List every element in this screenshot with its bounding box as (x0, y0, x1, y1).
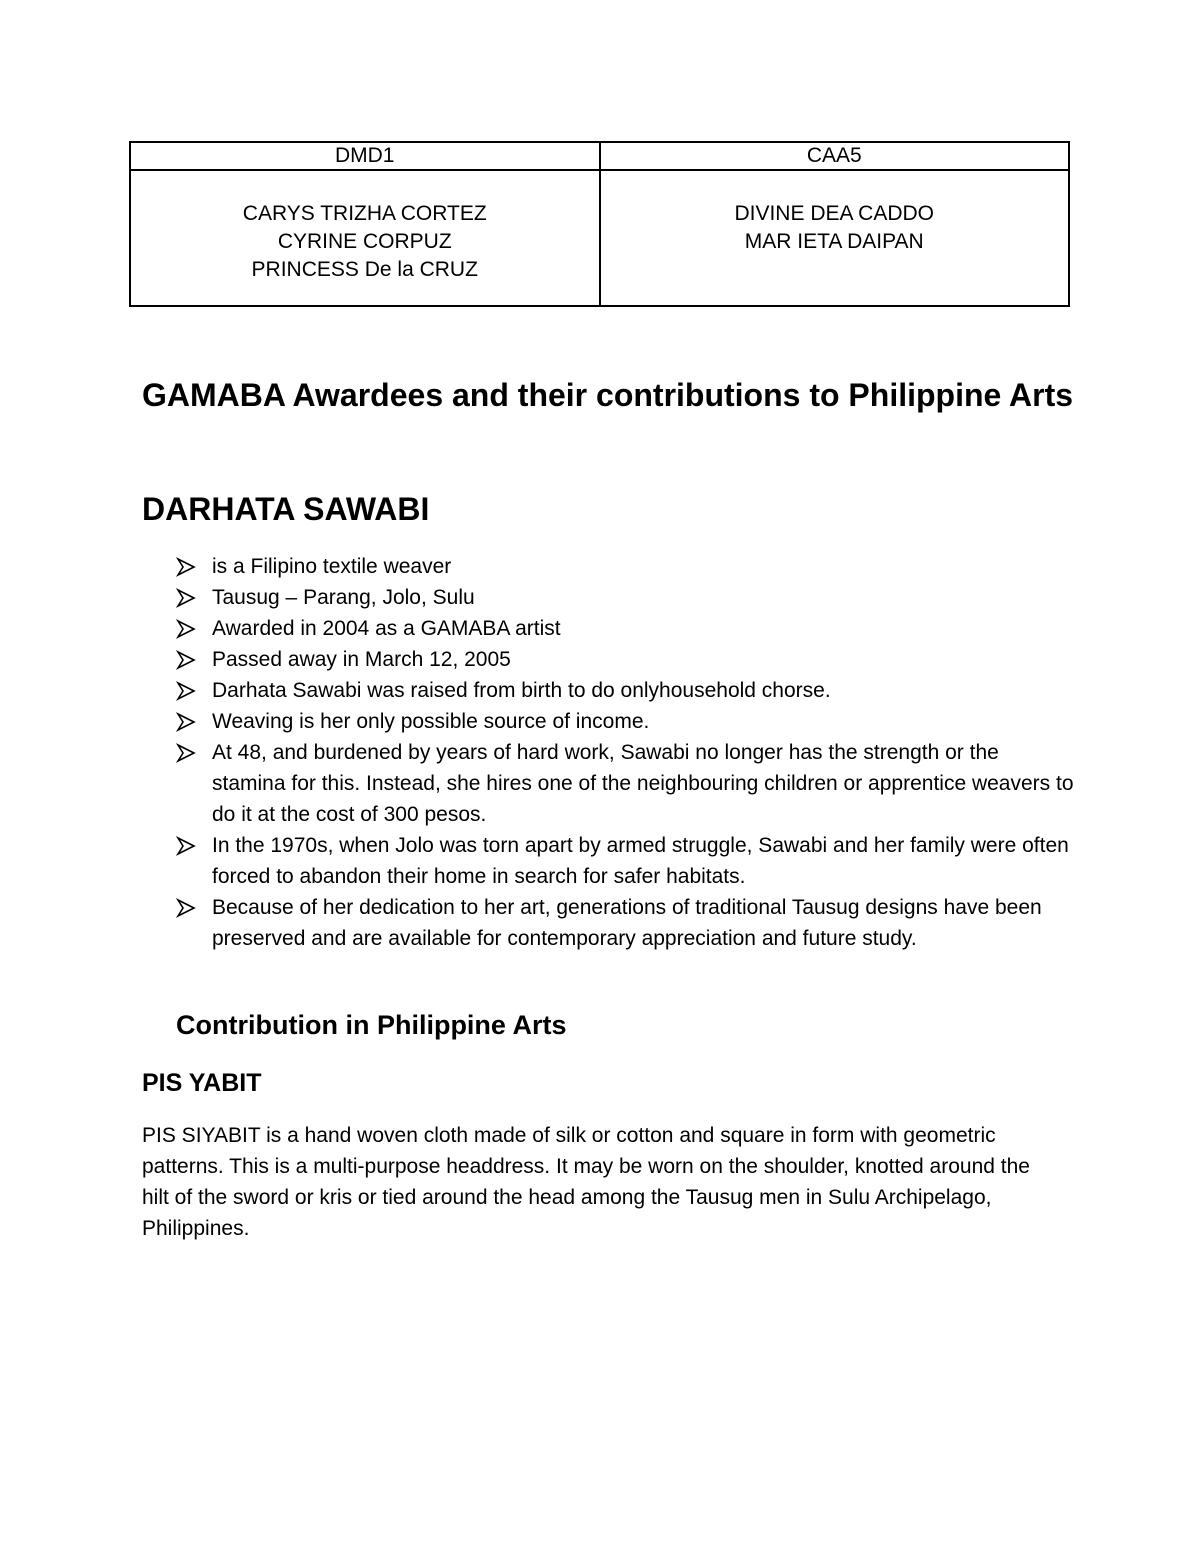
fact-text: Darhata Sawabi was raised from birth to do onlyhousehold chorse. (212, 679, 831, 702)
arrow-bullet-icon (176, 613, 198, 644)
arrow-bullet-icon (176, 644, 198, 675)
document-title: GAMABA Awardees and their contributions to Philippine Arts (142, 377, 1074, 413)
fact-text: At 48, and burdened by years of hard work, Sawabi no longer has the strength or the stamina for this. Instead, she hires one of the neighbouring children or apprentice weavers to do it at the cost of 300 pesos. (212, 741, 1074, 826)
fact-list-item (176, 892, 1076, 954)
member-name: CARYS TRIZHA CORTEZ (242, 202, 487, 225)
arrow-bullet-icon (176, 892, 198, 923)
contribution-item-description: PIS SIYABIT is a hand woven cloth made of silk or cotton and square in form with geometric patterns. This is a multi-purpose headdress. It may be worn on the shoulder, knotted around the hilt of the sword or kris or tied around the head among the Tausug men in Sulu Archipelago, Philippines. (142, 1124, 1030, 1240)
arrow-bullet-icon (176, 737, 198, 768)
arrow-bullet-icon (176, 830, 198, 861)
members-cell-caa5 (600, 170, 1070, 306)
member-name: MAR IETA DAIPAN (744, 230, 924, 253)
contribution-heading: Contribution in Philippine Arts (176, 1010, 567, 1040)
member-name: PRINCESS De la CRUZ (251, 258, 478, 281)
fact-text: Tausug – Parang, Jolo, Sulu (212, 586, 475, 609)
fact-text: In the 1970s, when Jolo was torn apart by armed struggle, Sawabi and her family were often forced to abandon their home in search for safer habitats. (212, 834, 1069, 888)
contribution-item-title: PIS YABIT (142, 1069, 262, 1097)
fact-list-item (176, 737, 1076, 830)
table-members-row (130, 170, 1069, 306)
arrow-bullet-icon (176, 706, 198, 737)
fact-text: is a Filipino textile weaver (212, 555, 452, 578)
fact-text: Passed away in March 12, 2005 (212, 648, 511, 671)
section-header-caa5: CAA5 (600, 142, 1070, 170)
fact-list-item (176, 613, 1076, 644)
fact-list-item (176, 706, 1076, 737)
arrow-bullet-icon (176, 551, 198, 582)
members-cell-dmd1 (130, 170, 600, 306)
fact-text: Awarded in 2004 as a GAMABA artist (212, 617, 561, 640)
fact-list-item (176, 582, 1076, 613)
awardee-name: DARHATA SAWABI (142, 491, 430, 527)
group-members-table (129, 141, 1070, 307)
awardee-facts-list (176, 551, 1076, 954)
fact-list-item (176, 644, 1076, 675)
section-header-dmd1: DMD1 (130, 142, 600, 170)
table-header-row (130, 142, 1069, 170)
fact-list-item (176, 830, 1076, 892)
member-name: CYRINE CORPUZ (277, 230, 452, 253)
fact-text: Weaving is her only possible source of income. (212, 710, 650, 733)
arrow-bullet-icon (176, 675, 198, 706)
fact-list-item (176, 675, 1076, 706)
arrow-bullet-icon (176, 582, 198, 613)
member-name: DIVINE DEA CADDO (734, 202, 935, 225)
fact-list-item (176, 551, 1076, 582)
fact-text: Because of her dedication to her art, generations of traditional Tausug designs have been preserved and are available for contemporary appreciation and future study. (212, 896, 1042, 950)
